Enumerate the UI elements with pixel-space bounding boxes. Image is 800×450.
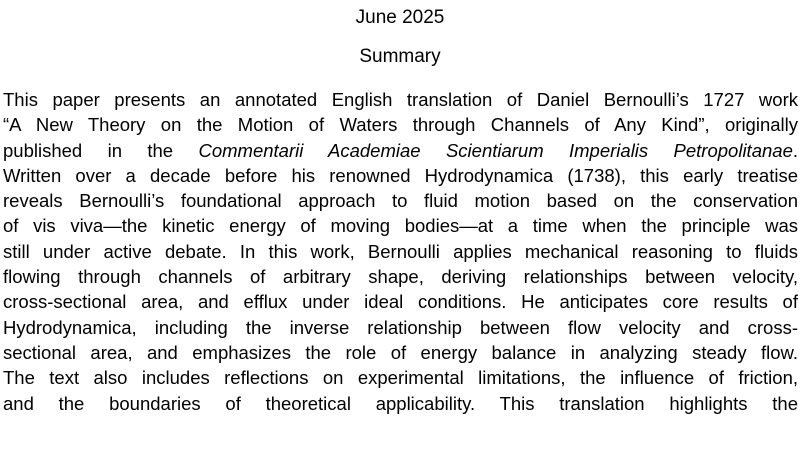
journal-title: Commentarii Academiae Scientiarum Imperialis Petropolitanae <box>198 139 793 161</box>
abstract-text: and the boundaries of theoretical applicability. This translation highlights the <box>3 392 798 414</box>
abstract-text: of vis viva—the kinetic energy of moving bodies—at a time when the principle was <box>3 215 798 237</box>
abstract-text: . <box>792 139 798 161</box>
abstract-text: reveals Bernoulli’s foundational approach to fluid motion based on the conservation <box>3 190 798 212</box>
abstract-text: published in the <box>3 139 199 161</box>
abstract-line <box>3 239 798 264</box>
abstract-text: cross-sectional area, and efflux under ideal conditions. He anticipates core results of <box>3 291 798 313</box>
abstract-line <box>3 264 798 289</box>
abstract-line <box>3 112 798 137</box>
summary-abstract <box>3 87 798 416</box>
abstract-line <box>3 315 798 340</box>
abstract-line <box>3 138 798 163</box>
abstract-line <box>3 365 798 390</box>
abstract-line <box>3 391 798 416</box>
abstract-line <box>3 213 798 238</box>
abstract-line <box>3 289 798 314</box>
abstract-line <box>3 340 798 365</box>
abstract-text: “A New Theory on the Motion of Waters through Channels of Any Kind”, originally <box>3 114 798 136</box>
abstract-text: still under active debate. In this work, Bernoulli applies mechanical reasoning to fluids <box>3 240 798 262</box>
abstract-line <box>3 188 798 213</box>
abstract-text: flowing through channels of arbitrary shape, deriving relationships between velocity, <box>3 266 798 288</box>
abstract-text: Hydrodynamica, including the inverse relationship between flow velocity and cross- <box>3 316 798 338</box>
abstract-line <box>3 163 798 188</box>
abstract-text: The text also includes reflections on experimental limitations, the influence of friction, <box>3 367 798 389</box>
abstract-text: This paper presents an annotated English translation of Daniel Bernoulli’s 1727 work <box>3 89 798 110</box>
abstract-text: sectional area, and emphasizes the role of energy balance in analyzing steady flow. <box>3 341 798 363</box>
abstract-text: Written over a decade before his renowned Hydrodynamica (1738), this early treatise <box>3 164 798 186</box>
abstract-line <box>3 87 798 112</box>
summary-heading: Summary <box>359 46 441 67</box>
document-date: June 2025 <box>355 7 445 28</box>
